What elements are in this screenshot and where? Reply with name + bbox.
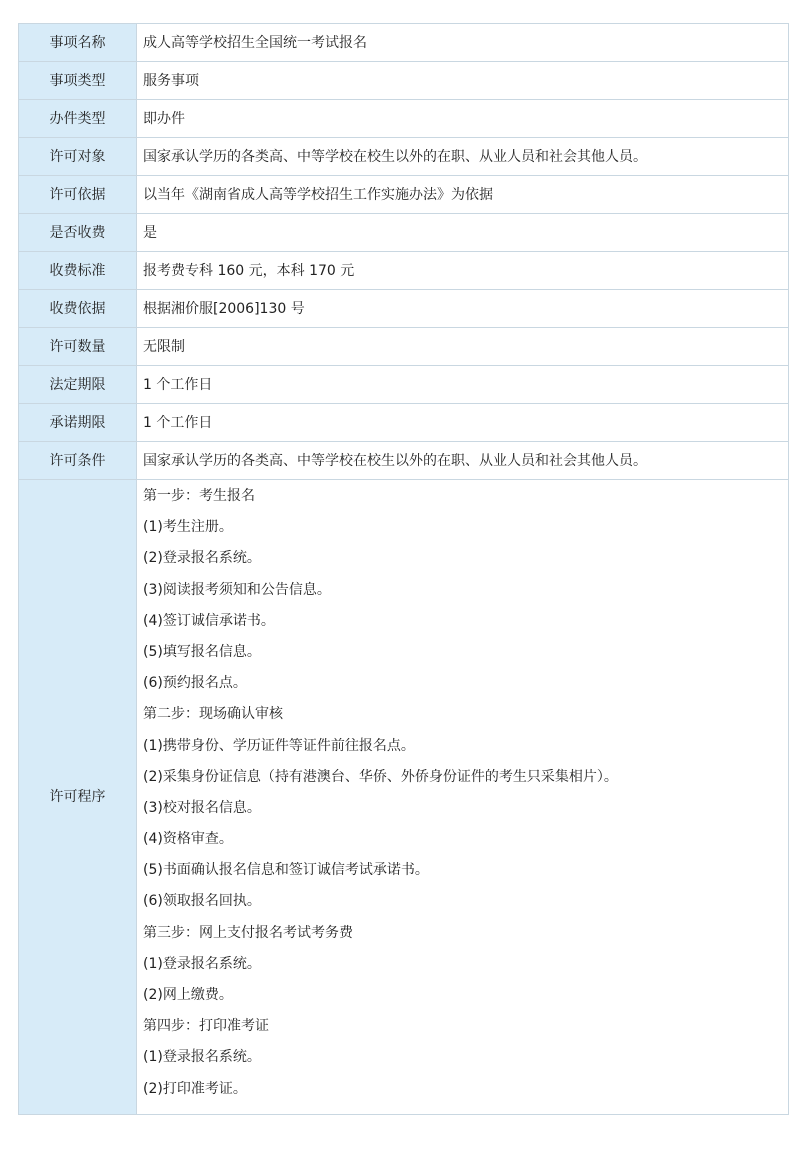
procedure-step-item: (5)填写报名信息。: [143, 643, 261, 660]
table-row: [19, 138, 789, 176]
table-row: [19, 404, 789, 442]
row-label: 收费标准: [19, 252, 137, 290]
procedure-step-item: (2)网上缴费。: [143, 987, 233, 1003]
procedure-step-item: (6)领取报名回执。: [143, 893, 261, 910]
procedure-step-item: (1)登录报名系统。: [143, 955, 261, 972]
table-row: [19, 100, 789, 138]
row-label: 是否收费: [19, 214, 137, 252]
procedure-row: [19, 480, 789, 1115]
procedure-step-item: (1)考生注册。: [143, 519, 233, 536]
row-label: 法定期限: [19, 366, 137, 404]
procedure-steps: [137, 480, 789, 1115]
procedure-step-heading: 第二步：现场确认审核: [143, 706, 283, 723]
procedure-step-item: (6)预约报名点。: [143, 675, 247, 692]
row-value: 1 个工作日: [137, 366, 789, 404]
procedure-step-item: (2)采集身份证信息（持有港澳台、华侨、外侨身份证件的考生只采集相片）。: [143, 768, 618, 785]
service-item-table: [18, 23, 789, 1115]
procedure-step-item: (4)资格审查。: [143, 831, 233, 848]
procedure-step-item: (4)签订诚信承诺书。: [143, 612, 275, 629]
row-value: 根据湘价服[2006]130 号: [137, 290, 789, 328]
row-label: 许可数量: [19, 328, 137, 366]
procedure-step-item: (3)校对报名信息。: [143, 799, 261, 816]
procedure-step-heading: 第三步：网上支付报名考试考务费: [143, 924, 353, 941]
procedure-step-item: (1)携带身份、学历证件等证件前往报名点。: [143, 737, 415, 754]
table-row: [19, 24, 789, 62]
table-row: [19, 290, 789, 328]
row-value: 国家承认学历的各类高、中等学校在校生以外的在职、从业人员和社会其他人员。: [137, 138, 789, 176]
procedure-step-item: (1)登录报名系统。: [143, 1049, 261, 1066]
table-row: [19, 366, 789, 404]
row-label: 事项类型: [19, 62, 137, 100]
row-label: 许可依据: [19, 176, 137, 214]
row-label: 承诺期限: [19, 404, 137, 442]
row-label: 办件类型: [19, 100, 137, 138]
table-row: [19, 252, 789, 290]
row-value: 无限制: [137, 328, 789, 366]
procedure-label: 许可程序: [19, 480, 137, 1115]
row-value: 1 个工作日: [137, 404, 789, 442]
table-row: [19, 442, 789, 480]
table-row: [19, 328, 789, 366]
row-label: 事项名称: [19, 24, 137, 62]
procedure-step-item: (3)阅读报考须知和公告信息。: [143, 581, 331, 598]
row-label: 许可条件: [19, 442, 137, 480]
row-value: 即办件: [137, 100, 789, 138]
procedure-step-heading: 第一步：考生报名: [143, 488, 255, 504]
row-value: 成人高等学校招生全国统一考试报名: [137, 24, 789, 62]
row-value: 服务事项: [137, 62, 789, 100]
row-value: 是: [137, 214, 789, 252]
row-label: 收费依据: [19, 290, 137, 328]
row-value: 国家承认学历的各类高、中等学校在校生以外的在职、从业人员和社会其他人员。: [137, 442, 789, 480]
table-row: [19, 176, 789, 214]
row-value: 以当年《湖南省成人高等学校招生工作实施办法》为依据: [137, 176, 789, 214]
table-row: [19, 62, 789, 100]
procedure-step-heading: 第四步：打印准考证: [143, 1018, 269, 1035]
procedure-step-item: (2)登录报名系统。: [143, 550, 261, 567]
table-row: [19, 214, 789, 252]
row-label: 许可对象: [19, 138, 137, 176]
procedure-step-item: (2)打印准考证。: [143, 1080, 247, 1097]
procedure-step-item: (5)书面确认报名信息和签订诚信考试承诺书。: [143, 862, 429, 879]
row-value: 报考费专科 160 元，本科 170 元: [137, 252, 789, 290]
